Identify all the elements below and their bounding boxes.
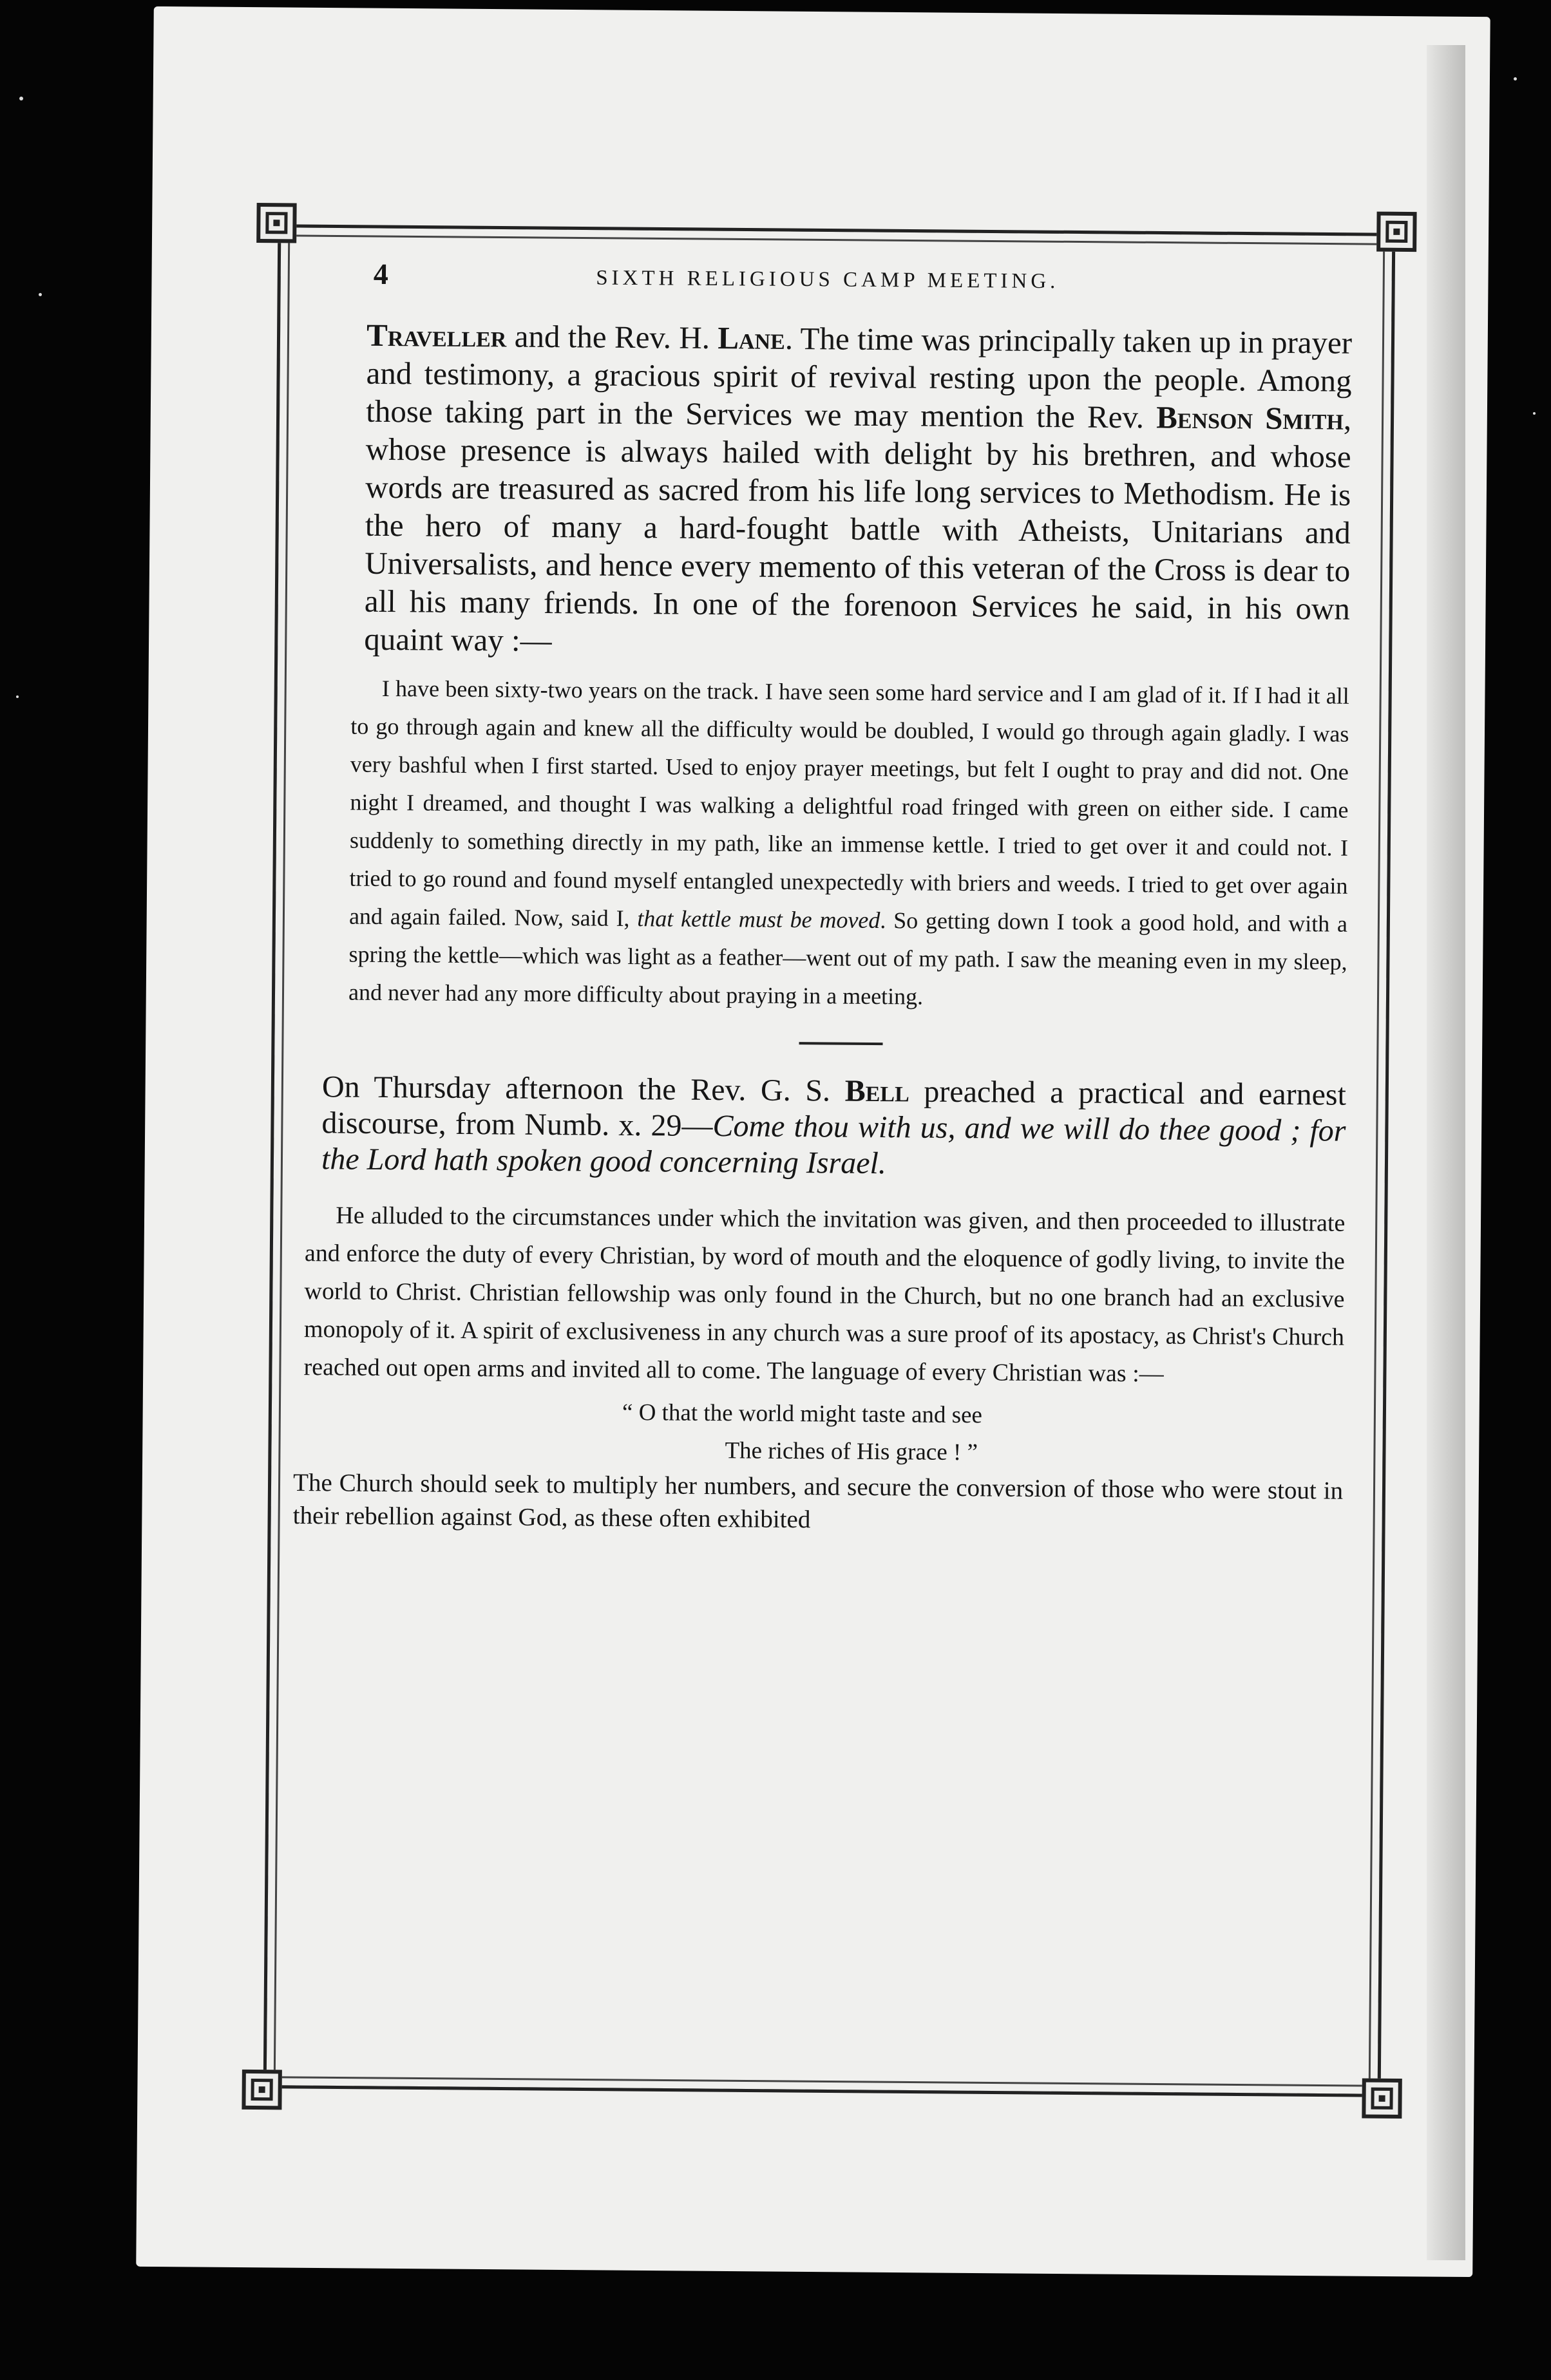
- paragraph-traveller: [300, 316, 1352, 666]
- quote-italic: that kettle must be moved: [637, 905, 880, 934]
- scripture-quote: Come thou with us, and we will do thee good ; for the Lord hath spoken good concerning Israel.: [321, 1109, 1346, 1181]
- page-header: [302, 257, 1353, 324]
- film-speck: [19, 97, 23, 100]
- film-speck: [39, 293, 42, 296]
- page-content: [292, 257, 1353, 1540]
- corner-ornament-icon: [242, 2070, 281, 2110]
- hymn-line: The riches of His grace ! ”: [725, 1437, 978, 1466]
- hymn-line: “ O that the world might taste and see: [622, 1399, 983, 1429]
- block-quote-smith: [297, 669, 1349, 1019]
- film-speck: [16, 695, 19, 698]
- hymn-quote: [293, 1392, 1344, 1475]
- section-divider: [799, 1042, 883, 1045]
- name-traveller: Traveller: [366, 317, 507, 354]
- paragraph-sermon-summary: He alluded to the circumstances under which the invitation was given, and then proceeded to illustrate and enforce the duty of every Christian, by word of mouth and the eloquence of godly living, to invite the world to Christ. Christian fellowship was only found in the Church, but no one branch had an exclusive monopoly of it. A spirit of exclusiveness in any church was a sure proof of its apostacy, as Christ's Church reached out open arms and invited all to come. The language of every Christian was :—: [303, 1202, 1346, 1388]
- film-speck: [1514, 77, 1517, 80]
- paragraph-text: , whose presence is always hailed with delight by his brethren, and whose words are treasured as sacred from his life long services to Methodism. He is the hero of many a hard-fought battle with Atheists, Unitarians and Universalists, and hence every memento of this veteran of the Cross is dear to all his many friends. In one of the forenoon Services he said, in his own quaint way :—: [364, 401, 1352, 659]
- paragraph-text: preached a practical and earnest discourse, from Numb. x. 29—: [321, 1074, 1347, 1144]
- quote-text: . So getting down I took a good hold, and with a spring the kettle—which was light as a feather—went out of my path. I saw the meaning even in my sleep, and never had any more difficulty about praying in a meeting.: [348, 907, 1348, 1010]
- paragraph-church: The Church should seek to multiply her numbers, and secure the conversion of those who were stout in their rebellion against God, as these often exhibited: [292, 1468, 1344, 1534]
- quote-text: I have been sixty-two years on the track. I have seen some hard service and I am glad of it. If I had it all to go through again and knew all the difficulty would be doubled, I would go through again gladly. I was very bashful when I first started. Used to enjoy prayer meetings, but felt I ought to pray and did not. One night I dreamed, and thought I was walking a delightful road fringed with green on either side. I came suddenly to something directly in my path, like an immense kettle. I tried to get over it and could not. I tried to go round and found myself entangled unexpectedly with briers and weeds. I tried to get over again and again failed. Now, said I,: [348, 675, 1349, 932]
- corner-ornament-icon: [256, 203, 296, 243]
- name-bell: Bell: [844, 1073, 909, 1109]
- corner-ornament-icon: [1362, 2079, 1402, 2119]
- film-speck: [1533, 412, 1536, 415]
- next-page-edge: [1427, 45, 1465, 2260]
- name-benson-smith: Benson Smith: [1156, 399, 1344, 437]
- paragraph-text: and the Rev. H.: [506, 318, 718, 356]
- page-number: 4: [373, 257, 389, 291]
- corner-ornament-icon: [1376, 212, 1416, 252]
- running-head: SIXTH RELIGIOUS CAMP MEETING.: [596, 266, 1060, 294]
- paragraph-text: On Thursday afternoon the Rev. G. S.: [321, 1070, 845, 1108]
- paragraph-thursday: [296, 1069, 1346, 1185]
- name-lane: Lane: [718, 320, 786, 356]
- paragraph-text: . The time was principally taken up in prayer and testimony, a gracious spirit of revival resting upon the people. Among those taking part in the Services we may mention the Rev.: [365, 320, 1353, 435]
